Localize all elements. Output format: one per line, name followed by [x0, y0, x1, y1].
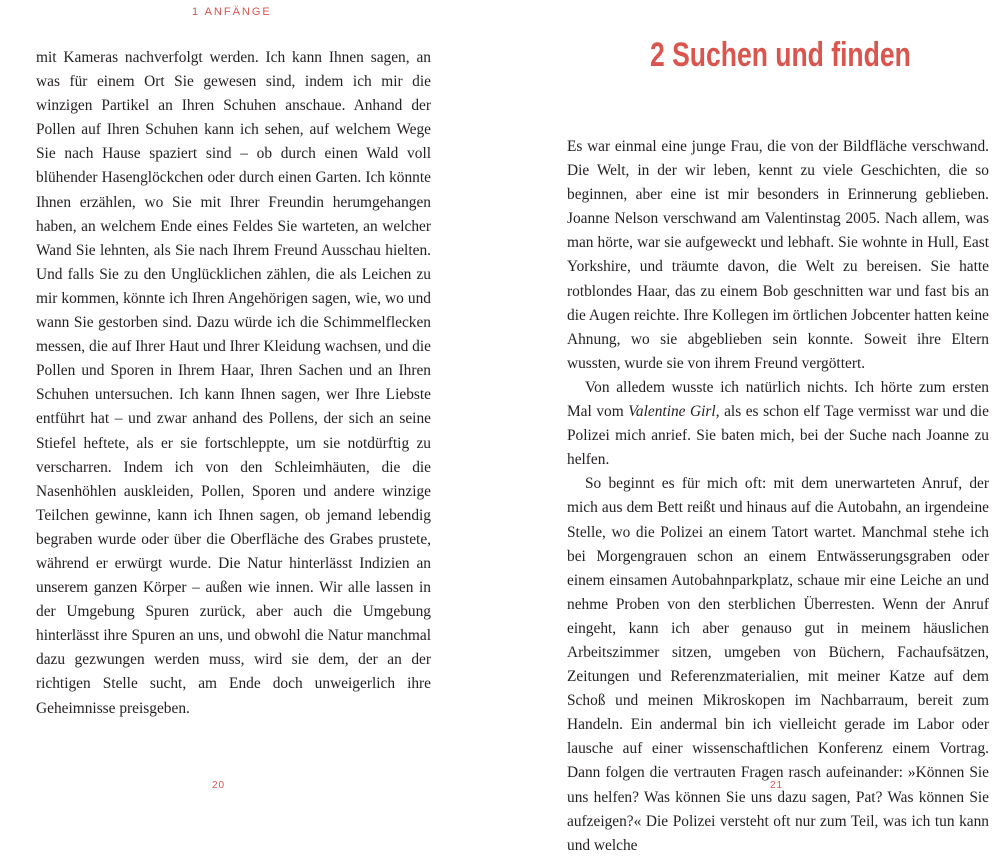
right-paragraph-2	[567, 376, 989, 472]
page-number-left: 20	[212, 780, 226, 791]
valentine-girl-italic: Valentine Girl	[628, 403, 716, 421]
right-paragraph-1: Es war einmal eine junge Frau, die von der Bildfläche verschwand. Die Welt, in der wir leben, kennt zu viele Geschichten, die so beginnen, aber eine ist mir besonders in Erinnerung geblieben. Joanne Nelson verschwand am Valentinstag 2005. Nach allem, was man hörte, war sie aufgeweckt und lebhaft. Sie wohnte in Hull, East Yorkshire, und träumte davon, die Welt zu bereisen. Sie hatte rotblondes Haar, das zu einem Bob geschnitten war und fast bis an die Augen reichte. Ihre Kollegen im örtlichen Jobcenter hatten keine Ahnung, wo sie abgeblieben sein konnte. Soweit ihre Eltern wussten, wurde sie von ihrem Freund vergöttert.	[567, 138, 989, 372]
paragraph-2-text-after: , als es schon elf Tage vermisst war und die Polizei mich anrief. Sie baten mich, bei der Suche nach Joanne zu helfen.	[567, 403, 989, 469]
running-head: 1 ANFÄNGE	[192, 6, 272, 18]
right-paragraph-3: So beginnt es für mich oft: mit dem unerwarteten Anruf, der mich aus dem Bett reißt und hinaus auf die Autobahn, an irgendeine Stelle, wo die Polizei an einem Tatort wartet. Manchmal stehe ich bei Morgengrauen schon an einem Entwässerungsgraben oder einem einsamen Autobahnparkplatz, schaue mir eine Leiche an und nehme Proben von den sterblichen Überresten. Wenn der Anruf eingeht, kann ich aber genauso gut in meinem häuslichen Arbeitszimmer sitzen, umgeben von Büchern, Fachaufsätzen, Zeitungen und Referenzmaterialien, mit meiner Katze auf dem Schoß und meinen Mikroskopen im Nachbarraum, bereit zum Handeln. Ein andermal bin ich vielleicht gerade im Labor oder lausche auf einer wissenschaftlichen Konferenz einem Vortrag. Dann folgen die vertrauten Fragen rasch aufeinander: »Können Sie uns helfen? Was können Sie uns dazu sagen, Pat? Was können Sie aufzeigen?« Die Polizei versteht oft nur zum Teil, was ich tun kann und welche	[567, 475, 989, 854]
chapter-title: 2 Suchen und finden	[650, 36, 911, 74]
paragraph-2-text-before: Von alledem wusste ich natürlich nichts. Ich hörte zum ersten Mal vom	[567, 378, 989, 421]
right-page-body	[567, 135, 989, 858]
page-number-right: 21	[770, 780, 784, 791]
left-paragraph: mit Kameras nachverfolgt werden. Ich kann Ihnen sagen, an was für einem Ort Sie gewesen sind, indem ich mir die winzigen Partikel an Ihren Schuhen anschaue. Anhand der Pollen auf Ihren Schuhen kann ich sehen, auf welchem Wege Sie nach Hause spaziert sind – ob durch einen Wald voll blühender Hasenglöckchen oder durch einen Garten. Ich könnte Ihnen erzählen, wo Sie mit Ihrer Freundin herumgehangen haben, an welchem Ende eines Feldes Sie warteten, an welcher Wand Sie lehnten, als Sie nach Ihrem Freund Ausschau hielten. Und falls Sie zu den Unglücklichen zählen, die als Leichen zu mir kommen, könnte ich Ihren Angehörigen sagen, wie, wo und wann Sie gestorben sind. Dazu würde ich die Schimmelflecken messen, die auf Ihrer Haut und Ihrer Kleidung wachsen, und die Pollen und Sporen in Ihrem Haar, Ihren Sachen und an Ihren Schuhen untersuchen. Ich kann Ihnen sagen, wer Ihre Liebste entführt hat – und zwar anhand des Pollens, der sich an seine Stiefel heftete, als er sie fortschleppte, um sie notdürftig zu verscharren. Indem ich von den Schleimhäuten, die die Nasenhöhlen auskleiden, Pollen, Sporen und andere winzige Teilchen gewinne, kann ich Ihnen sagen, ob jemand lebendig begraben wurde oder über die Oberfläche des Grabes prustete, während er erwürgt wurde. Die Natur hinterlässt Indizien an unserem ganzen Körper – außen wie innen. Wir alle lassen in der Umgebung Spuren zurück, aber auch die Umgebung hinterlässt ihre Spuren an uns, und obwohl die Natur manchmal dazu gezwungen werden muss, wird sie dem, der an der richtigen Stelle sucht, am Ende doch unweigerlich ihre Geheimnisse preisgeben.	[36, 49, 431, 717]
right-page	[500, 0, 1000, 854]
left-page	[0, 0, 500, 800]
left-page-body	[36, 46, 431, 721]
